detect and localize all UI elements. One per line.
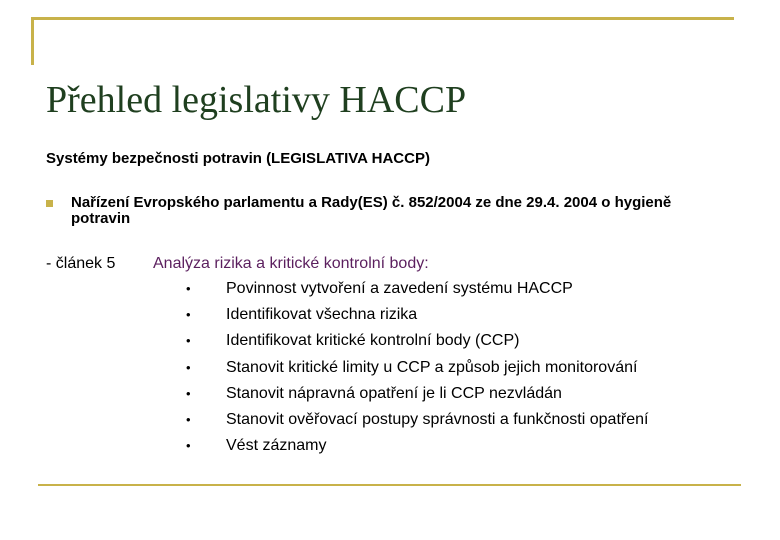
bullet-dot-icon: • (186, 359, 191, 375)
bullet-dot-icon: • (186, 333, 191, 349)
frame-left-accent (31, 17, 34, 65)
bullet-dot-icon: • (186, 281, 191, 296)
list-item-text: Vést záznamy (226, 437, 327, 455)
square-bullet-icon (46, 200, 53, 207)
list-item-text: Identifikovat kritické kontrolní body (CCP) (226, 332, 520, 350)
slide-title: Přehled legislativy HACCP (46, 79, 467, 121)
bullet-dot-icon: • (186, 385, 191, 401)
list-item-text: Stanovit nápravná opatření je li CCP nezvládán (226, 384, 562, 402)
article-heading: Analýza rizika a kritické kontrolní body: (153, 255, 429, 272)
frame-top-rule (31, 17, 734, 20)
slide-subtitle: Systémy bezpečnosti potravin (LEGISLATIVA HACCP) (46, 150, 430, 167)
bullet-dot-icon: • (186, 307, 191, 323)
list-item-text: Stanovit kritické limity u CCP a způsob jejich monitorování (226, 358, 638, 376)
list-item-text: Povinnost vytvoření a zavedení systému HACCP (226, 280, 573, 297)
regulation-text: Nařízení Evropského parlamentu a Rady(ES) č. 852/2004 ze dne 29.4. 2004 o hygieně potravin (71, 194, 672, 227)
frame-bottom-rule (38, 484, 741, 486)
list-item-text: Identifikovat všechna rizika (226, 306, 418, 324)
bullet-dot-icon: • (186, 438, 191, 454)
article-label: - článek 5 (46, 255, 116, 272)
list-item-text: Stanovit ověřovací postupy správnosti a funkčnosti opatření (226, 410, 649, 428)
bullet-dot-icon: • (186, 411, 191, 427)
